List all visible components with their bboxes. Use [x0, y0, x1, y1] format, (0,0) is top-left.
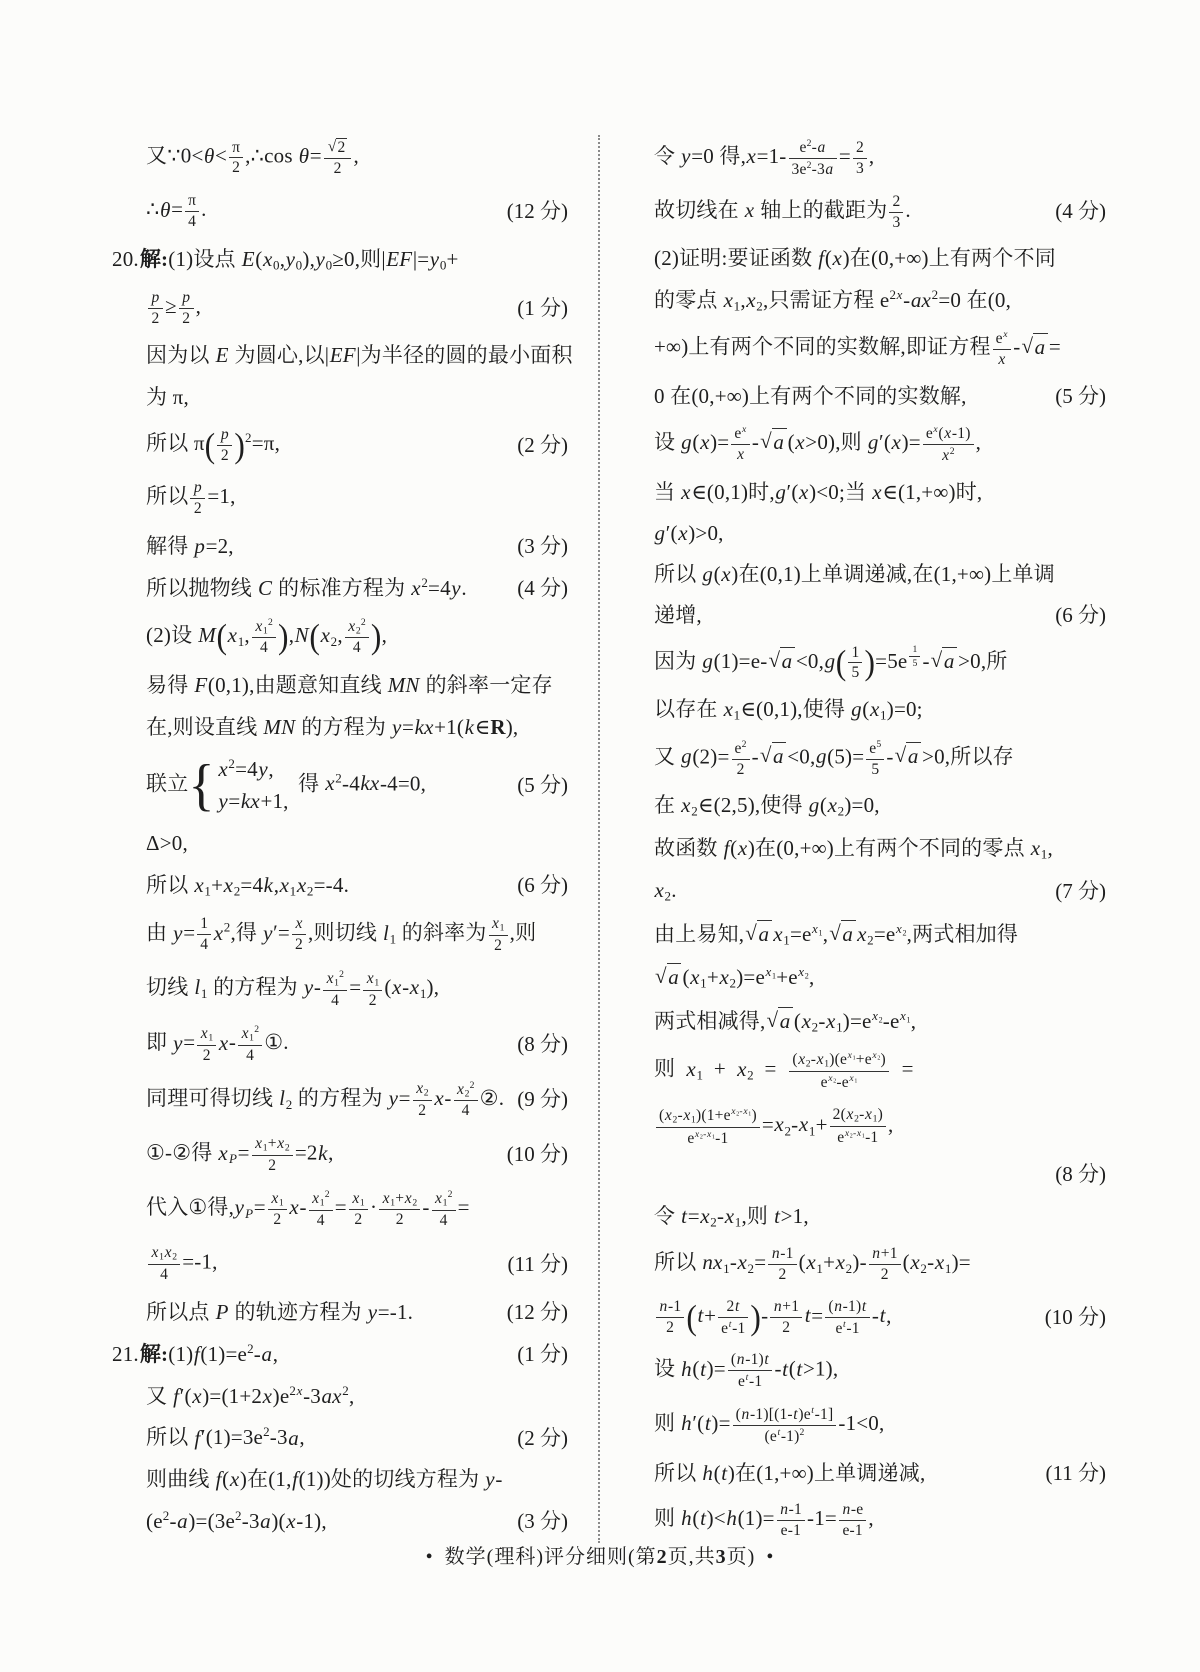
- score-label: (9 分): [517, 1087, 568, 1112]
- math-line: [654, 1161, 1106, 1188]
- math-line: $\frac{n-1}{2}$ ( t+ $\frac{2t}{e^t-1}$ ) - $\frac{n+1}{2}$ t= $\frac{(n-1)t}{e^t-1}$ -t, (10 分): [654, 1298, 1106, 1338]
- math-line: x2. (7 分): [654, 878, 1106, 904]
- math-line: 又 $f'(x)=(1+2x)e^{2x}-3ax^2$,: [146, 1382, 355, 1408]
- math-line: $\frac{(x2-x1)(1+e^{x2-x1})}{e^{x2-x1}-1}$ =x2-x1+ $\frac{2(x2-x1)}{e^{x2-x1}-1}$ ,: [654, 1106, 1106, 1148]
- math-line: $(e^2-a)=(3e^2-3a)(x-1)$, (3 分): [112, 1508, 568, 1535]
- math-line: 所以抛物线 C 的标准方程为 $x^2=4y$. (4 分): [112, 575, 568, 602]
- math-line: 又 g(2)= $\frac{e^2}{2}$ - √ a <0,g(5)= $\frac{e^5}{5}$ - √ a >0,所以存: [654, 738, 1014, 778]
- math-line: 当 x∈(0,1)时,g′(x)<0;当 x∈(1,+∞)时,: [654, 479, 983, 504]
- math-line: 因为以 E 为圆心,以|EF|为半径的圆的最小面积: [146, 343, 573, 368]
- math-line: 令 y=0 得,x=1- $\frac{e^2-a}{3e^2-3a}$ = $\frac{2}{3}$ ,: [654, 138, 875, 178]
- math-line: 所以 $\frac{p}{2}$ =1,: [146, 479, 236, 518]
- score-label: (2 分): [517, 1425, 568, 1450]
- math-line: 0 在(0,+∞)上有两个不同的实数解, (5 分): [654, 383, 1106, 410]
- math-line: 所以 $f'(1)=3e^2-3a$, (2 分): [112, 1424, 568, 1451]
- math-line: 故函数 f(x)在(0,+∞)上有两个不同的零点 x1,: [654, 835, 1053, 862]
- math-line: 为 π,: [146, 385, 189, 410]
- math-line: 同理可得切线 l2 的方程为 y= $\frac{x2}{2}$ x- $\frac{x2^2}{4}$ ②. (9 分): [146, 1079, 568, 1120]
- math-line: $\frac{p}{2}$ ≥ $\frac{p}{2}$ , (1 分): [112, 289, 568, 328]
- math-line: 所以 π ( $\frac{p}{2}$ ) $^2$=π, (2 分): [146, 425, 568, 465]
- math-line: Δ>0,: [146, 830, 188, 855]
- math-line: (2)证明:要证函数 f(x)在(0,+∞)上有两个不同: [654, 246, 1056, 271]
- score-label: (8 分): [517, 1032, 568, 1057]
- math-line: 以存在 x1∈(0,1),使得 g(x1)=0;: [654, 697, 923, 723]
- score-label: (6 分): [517, 873, 568, 898]
- score-label: (3 分): [517, 533, 568, 558]
- score-label: (5 分): [1055, 383, 1106, 408]
- math-line: 所以 h(t)在(1,+∞)上单调递减, (11 分): [654, 1460, 1106, 1487]
- math-line: 又∵0<θ< $\frac{\pi}{2}$ ,∴cos θ= √ 2 2 ,: [146, 138, 359, 177]
- score-label: (3 分): [517, 1509, 568, 1534]
- score-label: (2 分): [517, 432, 568, 457]
- math-line: 故切线在 x 轴上的截距为 $\frac{2}{3}$ . (4 分): [654, 192, 1106, 231]
- math-line: 设 h(t)= $\frac{(n-1)t}{e^t-1}$ -t(t>1),: [654, 1351, 839, 1391]
- math-line: 递增, (6 分): [654, 602, 1106, 629]
- math-line: 即 y= $\frac{x1}{2}$ x- $\frac{x1^2}{4}$ ①. (8 分): [146, 1024, 568, 1065]
- math-line: 所以 nx1-x2= $\frac{n-1}{2}$ (x1+x2)- $\frac{n+1}{2}$ (x2-x1)=: [654, 1245, 971, 1283]
- left-column: [112, 138, 573, 1536]
- column-divider: [598, 135, 600, 1543]
- math-line: 联立 { $x^2=4y$, y=kx+1, 得 $x^2-4kx-4=0$, (5 分): [146, 752, 568, 817]
- math-line: 代入①得,yP= $\frac{x1}{2}$ x- $\frac{x1^2}{4}$ = $\frac{x1}{2}$ · $\frac{x1+x2}{2}$ - $\frac{x1^2}{4}$ =: [146, 1189, 470, 1229]
- math-line: 切线 l1 的方程为 y- $\frac{x1^2}{4}$ = $\frac{x1}{2}$ (x-x1),: [146, 969, 440, 1009]
- score-label: (1 分): [517, 1341, 568, 1366]
- math-line: 所以点 P 的轨迹方程为 y=-1. (12 分): [112, 1299, 568, 1326]
- page-footer: • 数学(理科)评分细则(第2页,共3页) •: [425, 1546, 775, 1568]
- math-line: 由上易知, √ a $x1=e^{x1}$, √ a $x2=e^{x2}$,两式相加得: [654, 920, 1019, 948]
- math-line: 则 h(t)<h(1)= $\frac{n-1}{e-1}$ -1= $\frac{n-e}{e-1}$ ,: [654, 1500, 874, 1539]
- score-label: (11 分): [1045, 1460, 1106, 1485]
- math-line: ∴θ= $\frac{\pi}{4}$ . (12 分): [146, 192, 568, 231]
- math-line: 易得 F(0,1),由题意知直线 MN 的斜率一定存: [146, 672, 553, 697]
- math-line: g′(x)>0,: [654, 520, 724, 545]
- math-line: 则曲线 f(x)在(1,f(1))处的切线方程为 y-: [146, 1467, 503, 1492]
- math-line: ①-②得 xP= $\frac{x1+x2}{2}$ =2k, (10 分): [146, 1134, 568, 1174]
- score-label: (12 分): [506, 1299, 568, 1324]
- math-line: 由 y= $\frac{1}{4}$ $x^2$,得 y′= $\frac{x}{2}$ ,则切线 l1 的斜率为 $\frac{x1}{2}$ ,则: [146, 915, 537, 954]
- score-label: (7 分): [1055, 878, 1106, 903]
- math-line: 21.解$:(1)f(1)=e^2-a$, (1 分): [112, 1341, 568, 1368]
- score-label: (6 分): [1055, 603, 1106, 628]
- score-label: (10 分): [506, 1142, 568, 1167]
- math-line: 的零点 x1,x2,只需证方程 $e^{2x}-ax^2=0$ 在(0,: [654, 286, 1012, 314]
- math-line: 在,则设直线 MN 的方程为 y=kx+1(k∈R),: [146, 714, 519, 739]
- right-column: [654, 138, 1106, 1540]
- math-line: 所以 g(x)在(0,1)上单调递减,在(1,+∞)上单调: [654, 562, 1055, 587]
- math-line: +∞)上有两个不同的实数解,即证方程 $\frac{e^x}{x}$ - √ a =: [654, 329, 1061, 368]
- math-line: 则 x1 + x2 = $\frac{(x2-x1)(e^{x1}+e^{x2})}{e^{x2}-e^{x1}}$ =: [654, 1050, 914, 1091]
- score-label: (8 分): [1055, 1162, 1106, 1187]
- score-label: (10 分): [1044, 1304, 1106, 1329]
- math-line: √ a $(x1+x2)=e^{x1}+e^{x2}$,: [655, 964, 815, 991]
- math-line: (2)设 M ( x1, $\frac{x1^2}{4}$ ) ,N ( x2, $\frac{x2^2}{4}$ ) ,: [146, 616, 388, 657]
- math-line: $\frac{x1x2}{4}$ =-1, (11 分): [112, 1244, 568, 1284]
- score-label: (11 分): [507, 1251, 568, 1276]
- math-line: 设 g(x)= $\frac{e^x}{x}$ - √ a (x>0),则 g′(x)= $\frac{e^x(x-1)}{x^2}$ ,: [654, 423, 982, 464]
- score-label: (1 分): [517, 295, 568, 320]
- math-line: 解得 p=2, (3 分): [112, 533, 568, 560]
- score-label: (5 分): [517, 772, 568, 797]
- score-label: (4 分): [1055, 199, 1106, 224]
- math-line: 令 t=x2-x1,则 t>1,: [654, 1203, 809, 1230]
- math-line: 两式相减得, √ a $(x2-x1)=e^{x2}-e^{x1}$,: [654, 1007, 917, 1035]
- math-line: 则 h′(t)= $\frac{(n-1)[(1-t)e^t-1]}{(e^t-1)^2}$ -1<0,: [654, 1405, 885, 1445]
- math-line: 因为 g(1)=e- √ a <0,g ( $\frac{1}{5}$ ) =5e $^{\frac{1}{5}}$ - √ a >0,所: [654, 643, 1008, 683]
- math-line: 所以 x1+x2=4k,x1x2=-4. (6 分): [146, 872, 568, 899]
- math-line: 20.解:(1)设点 E(x0,y0),y0≥0,则|EF|=y0+: [112, 246, 459, 273]
- math-line: 在 x2∈(2,5),使得 g(x2)=0,: [654, 793, 880, 820]
- score-label: (12 分): [506, 199, 568, 224]
- score-label: (4 分): [517, 575, 568, 600]
